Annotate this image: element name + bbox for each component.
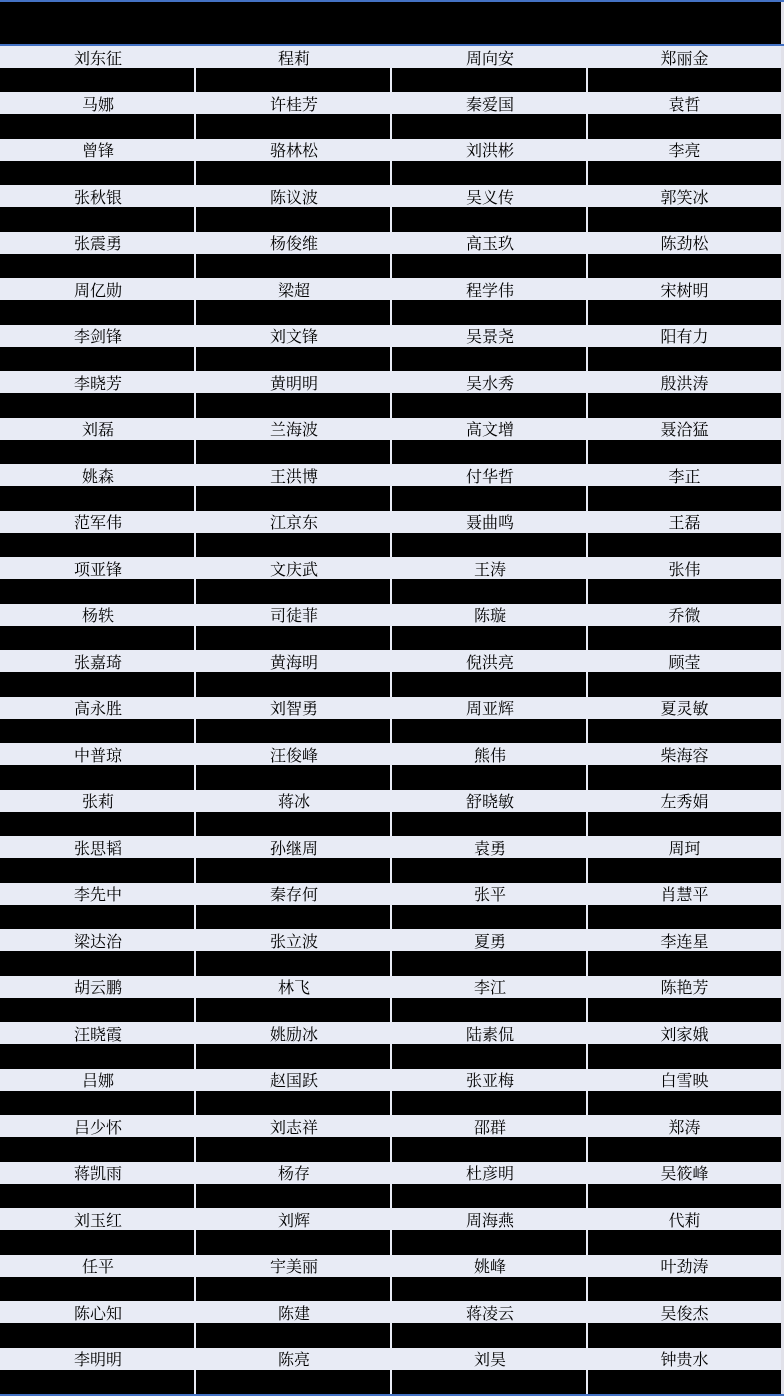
redacted-cell — [196, 1184, 390, 1208]
name-cell: 程莉 — [277, 50, 310, 68]
redacted-cell — [392, 579, 586, 603]
redacted-cell — [196, 161, 390, 185]
name-cell: 李剑锋 — [73, 329, 122, 347]
name-cell: 杜彦明 — [465, 1166, 514, 1184]
redacted-cell — [392, 114, 586, 138]
name-row — [0, 278, 781, 300]
name-cell: 蒋冰 — [277, 794, 310, 812]
name-cell: 李先中 — [73, 887, 122, 905]
name-cell: 中普琼 — [73, 747, 122, 765]
redacted-cell — [392, 347, 586, 371]
name-row — [0, 1022, 781, 1044]
name-cell: 吕娜 — [81, 1073, 114, 1091]
redacted-cell — [392, 858, 586, 882]
redacted-cell — [0, 626, 194, 650]
redacted-cell — [0, 1137, 194, 1161]
name-cell: 周向安 — [465, 50, 514, 68]
name-cell: 项亚锋 — [73, 561, 122, 579]
redacted-row — [0, 347, 781, 371]
name-cell: 吴义传 — [465, 189, 514, 207]
redacted-cell — [196, 1323, 390, 1347]
name-row — [0, 232, 781, 254]
redacted-cell — [588, 300, 781, 324]
redacted-cell — [196, 207, 390, 231]
redacted-cell — [0, 765, 194, 789]
redacted-cell — [588, 812, 781, 836]
name-cell: 聂曲鸣 — [465, 515, 514, 533]
name-cell: 周海燕 — [465, 1212, 514, 1230]
name-cell: 张震勇 — [73, 236, 122, 254]
redacted-row — [0, 533, 781, 557]
redacted-cell — [196, 1277, 390, 1301]
redacted-row — [0, 486, 781, 510]
redacted-row — [0, 672, 781, 696]
redacted-row — [0, 1277, 781, 1301]
name-cell: 吴水秀 — [465, 375, 514, 393]
redacted-cell — [0, 998, 194, 1022]
name-cell: 付华哲 — [465, 468, 514, 486]
name-cell: 高永胜 — [73, 701, 122, 719]
redacted-cell — [0, 300, 194, 324]
name-cell: 夏勇 — [473, 933, 506, 951]
name-cell: 殷洪涛 — [660, 375, 709, 393]
name-cell: 黄明明 — [269, 375, 318, 393]
redacted-cell — [196, 765, 390, 789]
redacted-cell — [392, 68, 586, 92]
name-row — [0, 557, 781, 579]
name-cell: 刘玉红 — [73, 1212, 122, 1230]
name-row — [0, 1208, 781, 1230]
redacted-cell — [392, 626, 586, 650]
redacted-cell — [196, 68, 390, 92]
name-cell: 宋树明 — [660, 282, 709, 300]
name-cell: 王涛 — [473, 561, 506, 579]
redacted-cell — [0, 719, 194, 743]
name-cell: 程学伟 — [465, 282, 514, 300]
name-cell: 张伟 — [668, 561, 701, 579]
name-row — [0, 464, 781, 486]
redacted-cell — [0, 1091, 194, 1115]
name-row — [0, 511, 781, 533]
redacted-cell — [392, 254, 586, 278]
redacted-cell — [196, 858, 390, 882]
name-cell: 吴俊杰 — [660, 1305, 709, 1323]
redacted-cell — [196, 626, 390, 650]
name-cell: 刘洪彬 — [465, 143, 514, 161]
name-cell: 李连星 — [660, 933, 709, 951]
name-row — [0, 1301, 781, 1323]
redacted-cell — [392, 300, 586, 324]
redacted-cell — [588, 1137, 781, 1161]
name-cell: 杨轶 — [81, 608, 114, 626]
name-cell: 陈璇 — [473, 608, 506, 626]
redacted-row — [0, 905, 781, 929]
redacted-cell — [392, 1277, 586, 1301]
redacted-cell — [196, 1230, 390, 1254]
name-cell: 李晓芳 — [73, 375, 122, 393]
name-cell: 李江 — [473, 980, 506, 998]
name-cell: 陆素侃 — [465, 1026, 514, 1044]
redacted-row — [0, 951, 781, 975]
name-cell: 文庆武 — [269, 561, 318, 579]
redacted-cell — [0, 68, 194, 92]
name-row — [0, 1069, 781, 1091]
name-cell: 张立波 — [269, 933, 318, 951]
redacted-cell — [588, 672, 781, 696]
name-cell: 骆林松 — [269, 143, 318, 161]
name-row — [0, 325, 781, 347]
name-cell: 陈劲松 — [660, 236, 709, 254]
name-cell: 张亚梅 — [465, 1073, 514, 1091]
name-cell: 钟贵水 — [660, 1352, 709, 1370]
name-cell: 白雪映 — [660, 1073, 709, 1091]
redacted-cell — [0, 1044, 194, 1068]
redacted-row — [0, 579, 781, 603]
name-cell: 吴筱峰 — [660, 1166, 709, 1184]
redacted-row — [0, 207, 781, 231]
redacted-cell — [392, 1323, 586, 1347]
redacted-row — [0, 161, 781, 185]
name-cell: 江京东 — [269, 515, 318, 533]
redacted-cell — [196, 486, 390, 510]
redacted-cell — [196, 905, 390, 929]
redacted-cell — [0, 533, 194, 557]
name-cell: 曾锋 — [81, 143, 114, 161]
redacted-cell — [196, 1091, 390, 1115]
name-cell: 汪俊峰 — [269, 747, 318, 765]
redacted-cell — [0, 440, 194, 464]
name-row — [0, 139, 781, 161]
name-cell: 郑丽金 — [660, 50, 709, 68]
redacted-cell — [0, 161, 194, 185]
name-row — [0, 46, 781, 68]
redacted-cell — [588, 161, 781, 185]
name-row — [0, 929, 781, 951]
name-cell: 梁达治 — [73, 933, 122, 951]
redacted-cell — [588, 1230, 781, 1254]
redacted-cell — [392, 812, 586, 836]
redacted-cell — [0, 1370, 194, 1394]
name-row — [0, 1162, 781, 1184]
redacted-cell — [0, 1184, 194, 1208]
redacted-row — [0, 1091, 781, 1115]
redacted-cell — [0, 1323, 194, 1347]
redacted-cell — [588, 114, 781, 138]
redacted-cell — [588, 626, 781, 650]
redacted-cell — [196, 1370, 390, 1394]
name-cell: 林飞 — [277, 980, 310, 998]
redacted-row — [0, 1044, 781, 1068]
name-cell: 黄海明 — [269, 654, 318, 672]
name-row — [0, 92, 781, 114]
name-cell: 蒋凌云 — [465, 1305, 514, 1323]
redacted-cell — [588, 998, 781, 1022]
redacted-row — [0, 440, 781, 464]
name-cell: 周亚辉 — [465, 701, 514, 719]
redacted-row — [0, 765, 781, 789]
redacted-cell — [196, 254, 390, 278]
name-cell: 刘文锋 — [269, 329, 318, 347]
redacted-cell — [588, 254, 781, 278]
name-cell: 张秋银 — [73, 189, 122, 207]
name-cell: 王洪博 — [269, 468, 318, 486]
redacted-cell — [588, 858, 781, 882]
redacted-cell — [196, 114, 390, 138]
name-row — [0, 697, 781, 719]
name-cell: 司徒菲 — [269, 608, 318, 626]
name-cell: 蒋凯雨 — [73, 1166, 122, 1184]
name-cell: 许桂芳 — [269, 96, 318, 114]
name-cell: 李亮 — [668, 143, 701, 161]
redacted-cell — [588, 765, 781, 789]
redacted-cell — [0, 812, 194, 836]
redacted-cell — [0, 858, 194, 882]
name-row — [0, 883, 781, 905]
redacted-cell — [392, 207, 586, 231]
name-cell: 秦存何 — [269, 887, 318, 905]
name-cell: 胡云鹏 — [73, 980, 122, 998]
redacted-cell — [588, 207, 781, 231]
redacted-cell — [588, 533, 781, 557]
redacted-cell — [196, 951, 390, 975]
redacted-cell — [392, 1137, 586, 1161]
name-cell: 代莉 — [668, 1212, 701, 1230]
redacted-cell — [0, 579, 194, 603]
redacted-cell — [196, 533, 390, 557]
name-cell: 刘磊 — [81, 422, 114, 440]
name-cell: 宇美丽 — [269, 1259, 318, 1277]
redacted-cell — [392, 440, 586, 464]
redacted-cell — [392, 393, 586, 417]
redacted-cell — [588, 1323, 781, 1347]
name-cell: 陈艳芳 — [660, 980, 709, 998]
redacted-cell — [0, 347, 194, 371]
redacted-cell — [196, 347, 390, 371]
name-cell: 高玉玖 — [465, 236, 514, 254]
redacted-cell — [588, 440, 781, 464]
redacted-cell — [0, 114, 194, 138]
name-row — [0, 1255, 781, 1277]
redacted-cell — [588, 1184, 781, 1208]
name-row — [0, 604, 781, 626]
name-cell: 李正 — [668, 468, 701, 486]
redacted-cell — [588, 347, 781, 371]
redacted-row — [0, 626, 781, 650]
name-cell: 高文增 — [465, 422, 514, 440]
name-cell: 张平 — [473, 887, 506, 905]
redacted-cell — [392, 1184, 586, 1208]
name-cell: 左秀娟 — [660, 794, 709, 812]
name-cell: 倪洪亮 — [465, 654, 514, 672]
redacted-row — [0, 393, 781, 417]
redacted-cell — [196, 579, 390, 603]
redacted-cell — [392, 765, 586, 789]
name-cell: 杨俊维 — [269, 236, 318, 254]
name-cell: 杨存 — [277, 1166, 310, 1184]
name-row — [0, 650, 781, 672]
name-row — [0, 1115, 781, 1137]
redacted-cell — [588, 905, 781, 929]
name-cell: 熊伟 — [473, 747, 506, 765]
redacted-row — [0, 858, 781, 882]
name-cell: 姚峰 — [473, 1259, 506, 1277]
name-cell: 乔微 — [668, 608, 701, 626]
name-cell: 刘智勇 — [269, 701, 318, 719]
redacted-cell — [392, 719, 586, 743]
redacted-cell — [0, 1277, 194, 1301]
redacted-cell — [588, 1091, 781, 1115]
name-cell: 袁勇 — [473, 840, 506, 858]
name-cell: 邵群 — [473, 1119, 506, 1137]
name-cell: 周亿勋 — [73, 282, 122, 300]
name-row — [0, 418, 781, 440]
redacted-cell — [196, 440, 390, 464]
redacted-cell — [0, 905, 194, 929]
name-row — [0, 790, 781, 812]
redacted-cell — [588, 1044, 781, 1068]
name-cell: 郭笑冰 — [660, 189, 709, 207]
redacted-cell — [392, 672, 586, 696]
redacted-cell — [196, 812, 390, 836]
name-cell: 李明明 — [73, 1352, 122, 1370]
name-cell: 柴海容 — [660, 747, 709, 765]
redacted-cell — [588, 951, 781, 975]
redacted-cell — [196, 672, 390, 696]
name-cell: 陈心知 — [73, 1305, 122, 1323]
redacted-cell — [196, 393, 390, 417]
name-cell: 陈建 — [277, 1305, 310, 1323]
redacted-row — [0, 1323, 781, 1347]
name-row — [0, 371, 781, 393]
redacted-cell — [196, 1137, 390, 1161]
redacted-row — [0, 254, 781, 278]
name-cell: 刘家娥 — [660, 1026, 709, 1044]
name-cell: 陈亮 — [277, 1352, 310, 1370]
redacted-cell — [392, 951, 586, 975]
redacted-row — [0, 812, 781, 836]
redacted-row — [0, 114, 781, 138]
redacted-row — [0, 1184, 781, 1208]
name-row — [0, 976, 781, 998]
redacted-cell — [588, 486, 781, 510]
redacted-cell — [392, 1091, 586, 1115]
name-row — [0, 743, 781, 765]
name-cell: 刘志祥 — [269, 1119, 318, 1137]
name-cell: 刘昊 — [473, 1352, 506, 1370]
redacted-cell — [392, 905, 586, 929]
redacted-row — [0, 719, 781, 743]
name-cell: 郑涛 — [668, 1119, 701, 1137]
redacted-row — [0, 1230, 781, 1254]
redacted-cell — [196, 1044, 390, 1068]
redacted-cell — [0, 207, 194, 231]
name-cell: 任平 — [81, 1259, 114, 1277]
redacted-cell — [588, 393, 781, 417]
name-cell: 陈议波 — [269, 189, 318, 207]
name-cell: 梁超 — [277, 282, 310, 300]
name-cell: 夏灵敏 — [660, 701, 709, 719]
redacted-row — [0, 998, 781, 1022]
name-cell: 王磊 — [668, 515, 701, 533]
table-body — [0, 46, 781, 1394]
redacted-cell — [392, 161, 586, 185]
name-cell: 袁哲 — [668, 96, 701, 114]
name-cell: 聂洽猛 — [660, 422, 709, 440]
name-cell: 赵国跃 — [269, 1073, 318, 1091]
redacted-cell — [0, 951, 194, 975]
redacted-cell — [392, 1370, 586, 1394]
name-row — [0, 1348, 781, 1370]
name-cell: 刘辉 — [277, 1212, 310, 1230]
name-cell: 范军伟 — [73, 515, 122, 533]
redacted-cell — [0, 254, 194, 278]
redacted-cell — [588, 1370, 781, 1394]
redacted-cell — [0, 486, 194, 510]
redacted-cell — [588, 579, 781, 603]
name-cell: 张思韬 — [73, 840, 122, 858]
name-cell: 阳有力 — [660, 329, 709, 347]
name-cell: 张嘉琦 — [73, 654, 122, 672]
redacted-cell — [196, 998, 390, 1022]
name-row — [0, 836, 781, 858]
name-cell: 秦爱国 — [465, 96, 514, 114]
redacted-cell — [392, 486, 586, 510]
name-cell: 周珂 — [668, 840, 701, 858]
name-cell: 吴景尧 — [465, 329, 514, 347]
redacted-cell — [392, 998, 586, 1022]
redacted-cell — [0, 393, 194, 417]
redacted-row — [0, 1137, 781, 1161]
name-cell: 叶劲涛 — [660, 1259, 709, 1277]
name-cell: 吕少怀 — [73, 1119, 122, 1137]
redacted-cell — [196, 719, 390, 743]
redacted-cell — [588, 719, 781, 743]
redacted-cell — [588, 68, 781, 92]
name-cell: 汪晓霞 — [73, 1026, 122, 1044]
name-cell: 姚森 — [81, 468, 114, 486]
redacted-cell — [0, 672, 194, 696]
name-cell: 刘东征 — [73, 50, 122, 68]
name-cell: 姚励冰 — [269, 1026, 318, 1044]
redacted-header-row — [0, 2, 781, 44]
redacted-cell — [0, 1230, 194, 1254]
redacted-cell — [392, 1044, 586, 1068]
name-row — [0, 185, 781, 207]
redacted-cell — [392, 1230, 586, 1254]
redacted-row — [0, 300, 781, 324]
name-cell: 张莉 — [81, 794, 114, 812]
redacted-cell — [196, 300, 390, 324]
redacted-cell — [588, 1277, 781, 1301]
redacted-row — [0, 1370, 781, 1394]
name-cell: 顾莹 — [668, 654, 701, 672]
name-cell: 肖慧平 — [660, 887, 709, 905]
name-cell: 孙继周 — [269, 840, 318, 858]
redacted-cell — [392, 533, 586, 557]
redacted-row — [0, 68, 781, 92]
name-cell: 马娜 — [81, 96, 114, 114]
name-cell: 兰海波 — [269, 422, 318, 440]
name-cell: 舒晓敏 — [465, 794, 514, 812]
